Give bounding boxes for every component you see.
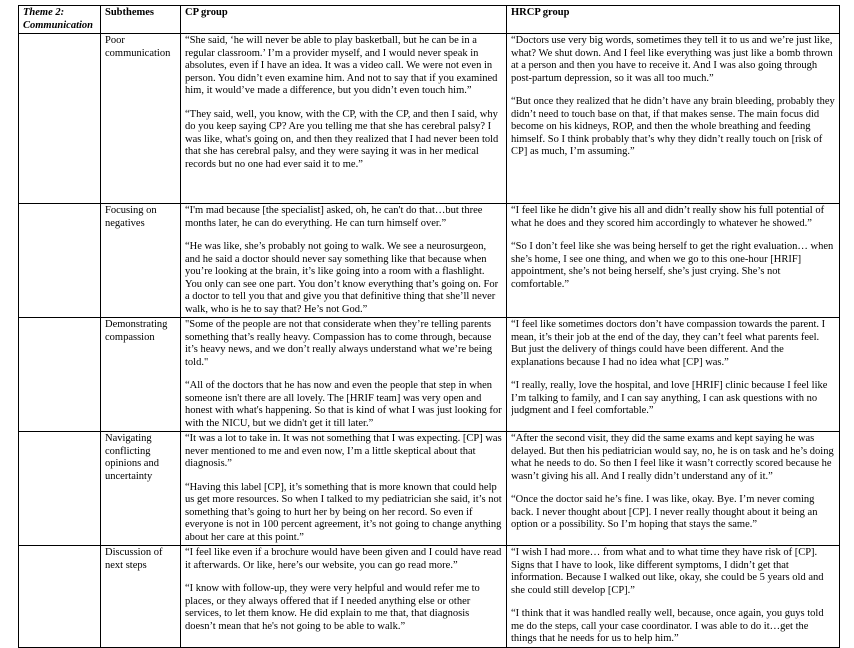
- cp-quotes-cell: [181, 546, 507, 648]
- subtheme-cell: Demonstrating compassion: [101, 318, 181, 432]
- table-row-navigating-conflicting-opinions: [19, 432, 840, 546]
- theme-cell: [19, 318, 101, 432]
- theme-cell: [19, 204, 101, 318]
- table-row-demonstrating-compassion: [19, 318, 840, 432]
- cp-quote: “I know with follow-up, they were very helpful and would refer me to places, or they always offered that if I needed anything else or other services, to let them know. He did explain to me that, that diagnosis doesn’t mean that he's not going to be able to walk.”: [185, 583, 480, 632]
- subthemes-header-cell: Subthemes: [101, 6, 181, 34]
- cp-quote: “I feel like even if a brochure would have been given and I could have read it afterwards. Or like, here’s our website, you can go read more.”: [185, 547, 502, 571]
- table-row-poor-communication: [19, 34, 840, 204]
- theme-cell: [19, 546, 101, 648]
- cp-quote: “He was like, she’s probably not going to walk. We see a neurosurgeon, and he said a doctor should never say something like that because when you’re looking at the brain, it’s like going into a room with a flashlight. You only can see one part. You don’t know everything that’s going on. For a doctor to tell you that and give you that definitive thing that she’ll never walk, who is he to say that? He’s not God.”: [185, 241, 499, 315]
- cp-quote: “She said, ‘he will never be able to play basketball, but he can be in a regular classroom.’ I’m a provider myself, and I would never speak in absolutes, even if I have an idea. It was a video call. We were not even in person. You didn’t even examine him. And not to say that if you examined him, it would’ve made a difference, but you didn’t even touch him.”: [185, 35, 498, 96]
- cp-quote: “All of the doctors that he has now and even the people that step in when someone isn't there are all lovely. The [HRIF team] was very open and honest with what's happening. So that is kind of what I was just looking for with the NICU, but we didn't get it till later.”: [185, 380, 502, 429]
- cp-quote: “I'm mad because [the specialist] asked, oh, he can't do that…but three months later, he can do everything. He can turn himself over.”: [185, 205, 483, 229]
- hrcp-quote: “Doctors use very big words, sometimes they tell it to us and we’re just like, what? We shut down. And I feel like everything was just like a bomb thrown at a person and then you have to receive it. And I was also going through post-partum depression, so it was all too much.”: [511, 35, 833, 84]
- table-row-focusing-on-negatives: [19, 204, 840, 318]
- cp-quotes-cell: [181, 318, 507, 432]
- hrcp-quotes-cell: [507, 546, 840, 648]
- theme-header-cell: Theme 2: Communication: [19, 6, 101, 34]
- cp-quote: “It was a lot to take in. It was not something that I was expecting. [CP] was never mentioned to me and even now, I’m a little skeptical about that diagnosis.”: [185, 433, 502, 469]
- cp-quote: “Having this label [CP], it’s something that is more known that could help us get more resources. So when I talked to my pediatrician she said, it’s not something that’s going to hurt her by being on her record. So even if everyone is not in 100 percent agreement, it’s not going to change anything about her care at this point.”: [185, 481, 502, 543]
- cp-quotes-cell: [181, 204, 507, 318]
- hrcp-group-header-cell: HRCP group: [507, 6, 840, 34]
- hrcp-quotes-cell: [507, 34, 840, 204]
- theme-cell: [19, 34, 101, 204]
- hrcp-quote: “So I don’t feel like she was being herself to get the right evaluation… when she’s home, I see one thing, and when we go to this one-hour [HRIF] appointment, she’s not being herself, she’s just crying. She’s not comfortable.”: [511, 241, 834, 290]
- theme-cell: [19, 432, 101, 546]
- hrcp-quote: “I think that it was handled really well, because, once again, you guys told me do the steps, call your case coordinator. I was able to do it…get the things that he needs for us to help him.”: [511, 608, 824, 644]
- cp-group-header-cell: CP group: [181, 6, 507, 34]
- hrcp-quote: “I wish I had more… from what and to what time they have risk of [CP]. Signs that I have to look, like different symptoms, I didn’t get that information. Because I walked out like, okay, she could be 5 years old and she could still develop [CP].”: [511, 547, 824, 596]
- hrcp-quotes-cell: [507, 318, 840, 432]
- hrcp-quote: “I feel like sometimes doctors don’t have compassion towards the parent. I mean, it’s their job at the end of the day, they can’t feel what parents feel. But just the delivery of things could have been different. And the explanations because I had no idea what [CP] was.”: [511, 319, 826, 368]
- cp-quotes-cell: [181, 432, 507, 546]
- subtheme-cell: Discussion of next steps: [101, 546, 181, 648]
- communication-theme-table: [18, 5, 840, 648]
- hrcp-quote: “After the second visit, they did the same exams and kept saying he was delayed. But then his pediatrician would say, no, he is on task and he’s doing what he needs to do. So then I feel like it wasn’t correctly scored because he wasn’t giving his all. And I really didn’t understand any of it.”: [511, 433, 834, 482]
- hrcp-quote: “I feel like he didn’t give his all and didn’t really show his full potential of what he does and they scored him accordingly to whatever he showed.”: [511, 205, 825, 229]
- table-row-discussion-of-next-steps: [19, 546, 840, 648]
- hrcp-quotes-cell: [507, 204, 840, 318]
- hrcp-quote: “Once the doctor said he’s fine. I was like, okay. Bye. I’m never coming back. I never thought about [CP]. I never really thought about it being an option or a possibility. So I’m hoping that stays the same.”: [511, 494, 818, 530]
- subtheme-cell: Navigating conflicting opinions and uncertainty: [101, 432, 181, 546]
- hrcp-quote: “But once they realized that he didn’t have any brain bleeding, probably they didn’t need to touch base on that, if that makes sense. The main focus did become on his kidneys, ROP, and then the whole breathing and feeding himself. So I think probably that’s why they didn’t really touch on [risk of CP] as much, I’m assuming.”: [511, 96, 835, 157]
- cp-quote: “They said, well, you know, with the CP, with the CP, and then I said, why do you keep saying CP? Are you telling me that she has cerebral palsy? I was like, what's going on, and then they realized that I had never been told that she has cerebral palsy, and they were saying it was in her medical records but no one had ever said it to me.”: [185, 108, 499, 170]
- subtheme-cell: Poor communication: [101, 34, 181, 204]
- table-header-row: [19, 6, 840, 34]
- cp-quotes-cell: [181, 34, 507, 204]
- hrcp-quote: “I really, really, love the hospital, and love [HRIF] clinic because I feel like I’m talking to family, and I can say anything, I can ask questions with no judgment and I feel comfortable.”: [511, 380, 828, 416]
- hrcp-quotes-cell: [507, 432, 840, 546]
- cp-quote: "Some of the people are not that considerate when they’re telling parents something that’s really heavy. Compassion has to come through, because it’s heavy news, and we don’t really always understand what we’re being told.": [185, 319, 493, 368]
- subtheme-cell: Focusing on negatives: [101, 204, 181, 318]
